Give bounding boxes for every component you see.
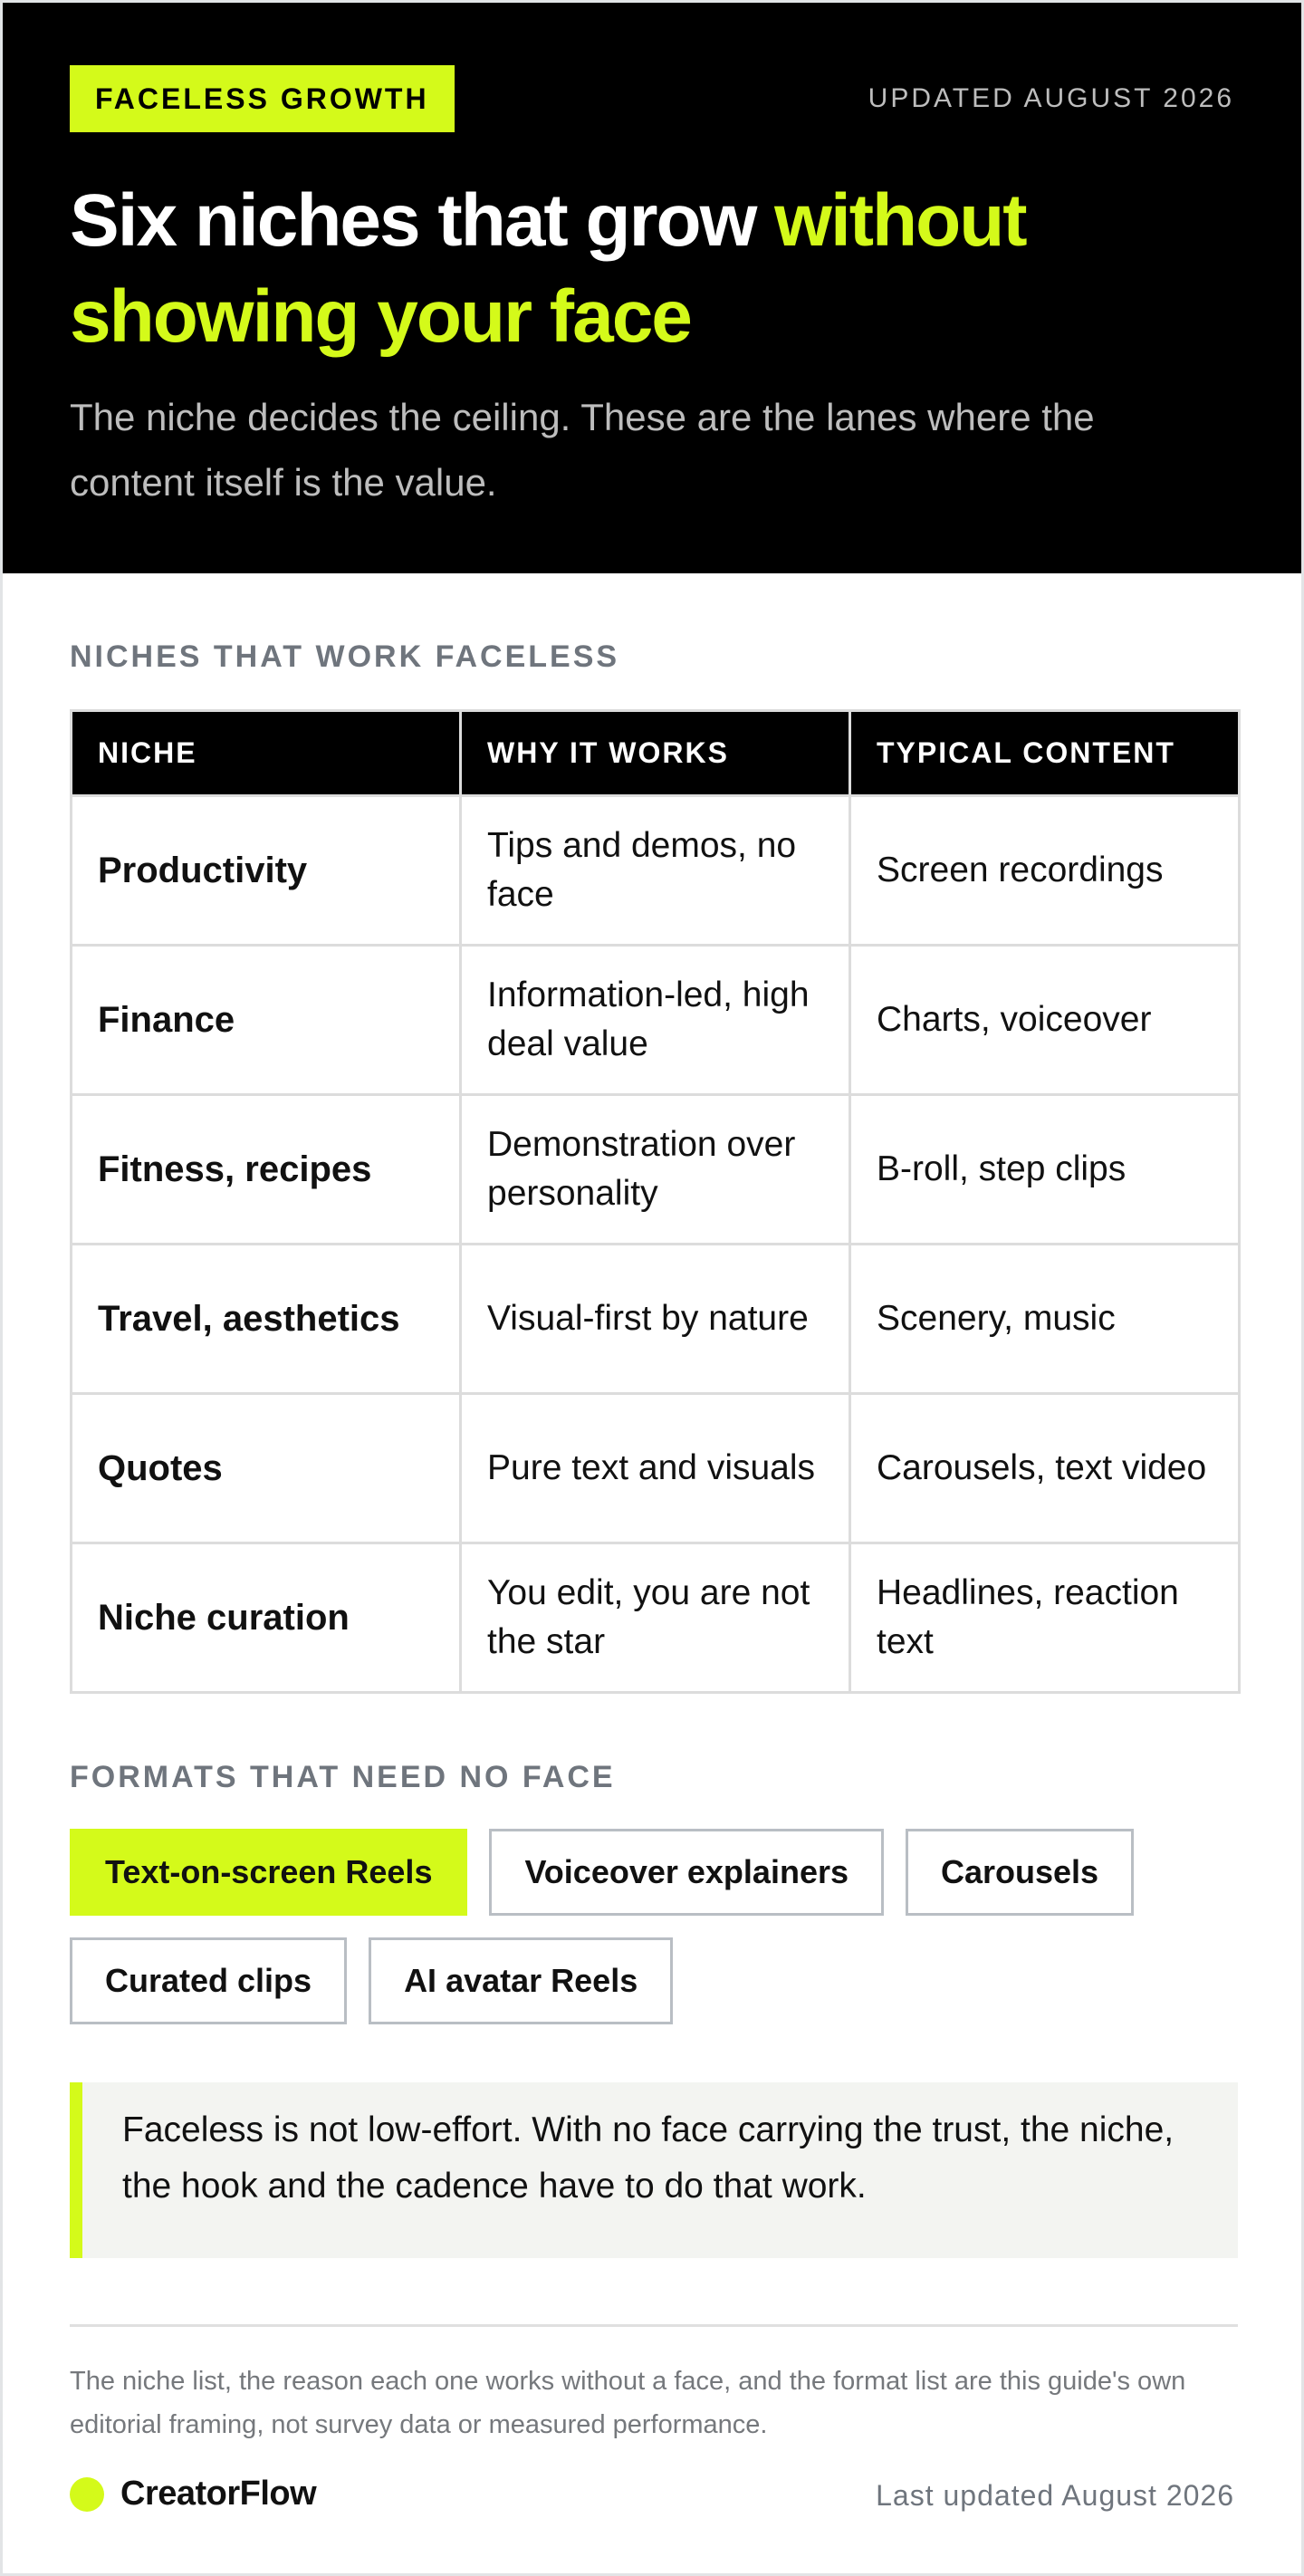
- footer-divider: [70, 2324, 1238, 2327]
- column-header-why: WHY IT WORKS: [461, 711, 850, 796]
- table-row: [72, 1394, 1240, 1543]
- niche-cell: Niche curation: [72, 1543, 461, 1693]
- brand-name: CreatorFlow: [120, 2475, 317, 2513]
- content-cell: Carousels, text video: [850, 1394, 1240, 1543]
- updated-date-bottom: Last updated August 2026: [876, 2479, 1234, 2512]
- table-header-row: [72, 711, 1240, 796]
- updated-date-top: UPDATED AUGUST 2026: [868, 83, 1234, 113]
- callout-note: [70, 2082, 1238, 2258]
- disclaimer-text: The niche list, the reason each one works without a face, and the format list are this guide's own editorial framing, not survey data or measured performance.: [70, 2367, 1186, 2439]
- format-chip-ai-avatar: AI avatar Reels: [369, 1937, 673, 2024]
- niches-section-label: NICHES THAT WORK FACELESS: [70, 639, 620, 674]
- title-accent: without showing your face: [70, 179, 1026, 358]
- format-chip-text-on-screen: Text-on-screen Reels: [70, 1829, 467, 1916]
- table-row: [72, 1543, 1240, 1693]
- column-header-content: TYPICAL CONTENT: [850, 711, 1240, 796]
- content-cell: Screen recordings: [850, 796, 1240, 946]
- page-title: [70, 173, 1238, 365]
- table-row: [72, 796, 1240, 946]
- table-row: [72, 1095, 1240, 1245]
- why-cell: Demonstration over personality: [461, 1095, 850, 1245]
- niche-cell: Quotes: [72, 1394, 461, 1543]
- format-chip-curated-clips: Curated clips: [70, 1937, 347, 2024]
- table-row: [72, 1245, 1240, 1394]
- niche-cell: Finance: [72, 946, 461, 1095]
- formats-section-label: FORMATS THAT NEED NO FACE: [70, 1760, 616, 1794]
- content-cell: Headlines, reaction text: [850, 1543, 1240, 1693]
- niche-cell: Travel, aesthetics: [72, 1245, 461, 1394]
- niche-cell: Productivity: [72, 796, 461, 946]
- why-cell: Tips and demos, no face: [461, 796, 850, 946]
- niches-table: [70, 709, 1241, 1694]
- brand-dot-icon: [70, 2477, 104, 2512]
- content-cell: Scenery, music: [850, 1245, 1240, 1394]
- hero-header: [3, 3, 1301, 573]
- callout-text: Faceless is not low-effort. With no face carrying the trust, the niche, the hook and the cadence have to do that work.: [122, 2110, 1175, 2206]
- why-cell: Information-led, high deal value: [461, 946, 850, 1095]
- title-main: Six niches that grow: [70, 179, 775, 262]
- format-chip-voiceover: Voiceover explainers: [489, 1829, 884, 1916]
- page-subtitle: The niche decides the ceiling. These are the lanes where the content itself is the value.: [70, 396, 1095, 504]
- table-row: [72, 946, 1240, 1095]
- why-cell: Visual-first by nature: [461, 1245, 850, 1394]
- content-cell: B-roll, step clips: [850, 1095, 1240, 1245]
- niche-cell: Fitness, recipes: [72, 1095, 461, 1245]
- brand-logo: [70, 2475, 316, 2514]
- why-cell: Pure text and visuals: [461, 1394, 850, 1543]
- category-badge: FACELESS GROWTH: [70, 65, 455, 132]
- format-chip-carousels: Carousels: [906, 1829, 1134, 1916]
- format-chips: [70, 1829, 1247, 2024]
- why-cell: You edit, you are not the star: [461, 1543, 850, 1693]
- content-cell: Charts, voiceover: [850, 946, 1240, 1095]
- column-header-niche: NICHE: [72, 711, 461, 796]
